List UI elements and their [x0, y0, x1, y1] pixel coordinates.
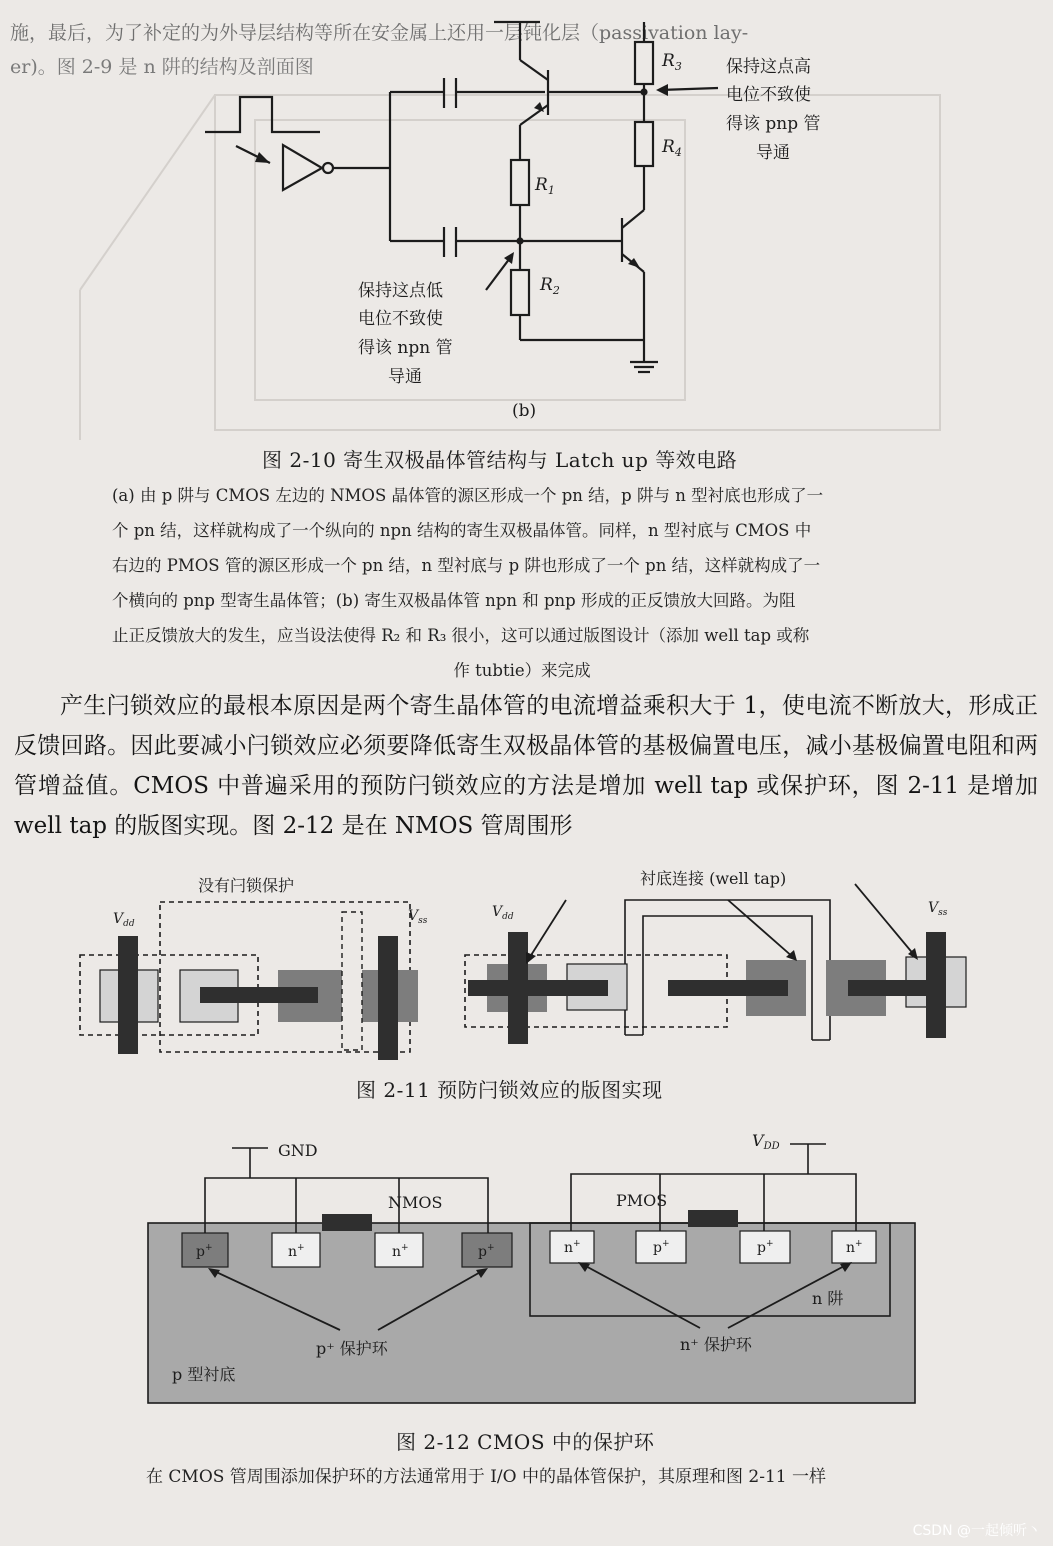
note-pnp-line-1: 保持这点高	[726, 57, 811, 77]
nmos-label: NMOS	[388, 1193, 443, 1212]
svg-text:p+: p+	[478, 1243, 495, 1260]
description-line: 作 tubtie）来完成	[453, 661, 591, 680]
svg-text:Vdd: $V_{dd}$	[492, 904, 514, 922]
n-plus-label: n	[288, 1244, 298, 1260]
note-pnp-line-2: 电位不致使	[726, 85, 811, 105]
svg-text:n+: n+	[392, 1243, 409, 1260]
p-substrate-label: p 型衬底	[172, 1365, 236, 1384]
well-tap-title: 衬底连接 (well tap)	[640, 869, 787, 888]
note-npn-line-1: 保持这点低	[358, 281, 443, 301]
svg-text:p+: p+	[196, 1243, 213, 1260]
svg-text:VDD: VDD	[752, 1131, 780, 1152]
svg-text:n+: n+	[846, 1239, 863, 1256]
pmos-label: PMOS	[616, 1191, 668, 1210]
no-latch-protection-title: 没有闩锁保护	[198, 876, 295, 895]
r3-label: R	[662, 51, 675, 71]
svg-text:Vdd: $V_{dd}$	[113, 911, 135, 929]
figure-2-11-caption: 图 2-11 预防闩锁效应的版图实现	[356, 1078, 663, 1102]
vss-label-right: V	[928, 900, 939, 916]
n-well-label: n 阱	[812, 1289, 844, 1308]
vdd-label-right: V	[492, 904, 503, 920]
description-line: 个横向的 pnp 型寄生晶体管；(b) 寄生双极晶体管 npn 和 pnp 形成的正反馈放大回路。为阻	[112, 591, 796, 610]
svg-text:R4: $R_4$	[662, 137, 682, 159]
note-pnp-line-4: 导通	[756, 143, 790, 163]
figure-2-10-circuit	[0, 0, 1053, 440]
subfigure-label-b: (b)	[512, 401, 537, 421]
svg-text:R3: $R_3$	[662, 51, 682, 73]
body-paragraph: 产生闩锁效应的最根本原因是两个寄生晶体管的电流增益乘积大于 1，使电流不断放大，形成正反馈回路。因此要减小闩锁效应必须要降低寄生双极晶体管的基极偏置电压，减小基极偏置电阻和两管增益值。CMOS 中普遍采用的预防闩锁效应的方法是增加 well tap 或保护环，图 2-11 是增加 well tap 的版图实现。图 2-12 是在 NMOS 管周围形	[14, 693, 1038, 839]
note-npn-line-4: 导通	[388, 367, 422, 387]
figure-2-10-caption: 图 2-10 寄生双极晶体管结构与 Latch up 等效电路	[262, 448, 738, 472]
figure-2-12-cross-section	[0, 1118, 1053, 1458]
r1-label: R	[535, 175, 548, 195]
gnd-label: GND	[278, 1141, 318, 1160]
footnote: 在 CMOS 管周围添加保护环的方法通常用于 I/O 中的晶体管保护，其原理和图 2-11 一样	[146, 1467, 826, 1487]
vdd-label: V	[752, 1131, 764, 1150]
note-pnp-line-3: 得该 pnp 管	[726, 114, 821, 134]
bleed-text-line-1: 施，最后，为了补定的为外导层结构等所在安金属上还用一层钝化层（passivation lay-	[10, 22, 749, 44]
svg-text:Vss: $V_{ss}$	[408, 908, 428, 926]
figure-2-10-description	[112, 478, 932, 688]
n-plus-label: n	[392, 1244, 402, 1260]
vdd-label-left: V	[113, 911, 124, 927]
p-plus-label: p	[196, 1244, 205, 1260]
r4-label: R	[662, 137, 675, 157]
description-line: 个 pn 结，这样就构成了一个纵向的 npn 结构的寄生双极晶体管。同样，n 型衬底与 CMOS 中	[112, 521, 812, 540]
r2-label: R	[540, 275, 553, 295]
n-plus-label: n	[564, 1240, 574, 1256]
svg-text:R1: $R_1$	[535, 175, 555, 197]
bleed-text-line-2: er)。图 2-9 是 n 阱的结构及剖面图	[10, 56, 314, 78]
description-line: 止正反馈放大的发生，应当设法使得 R₂ 和 R₃ 很小，这可以通过版图设计（添加 well tap 或称	[112, 626, 810, 645]
p-guard-ring-label: p⁺ 保护环	[316, 1339, 388, 1358]
figure-2-11-layout	[0, 860, 1053, 1070]
figure-2-12-caption: 图 2-12 CMOS 中的保护环	[396, 1430, 655, 1454]
svg-text:p+: p+	[653, 1239, 670, 1256]
p-plus-label: p	[653, 1240, 662, 1256]
svg-text:n+: n+	[564, 1239, 581, 1256]
description-line: (a) 由 p 阱与 CMOS 左边的 NMOS 晶体管的源区形成一个 pn 结，p 阱与 n 型衬底也形成了一	[112, 486, 824, 505]
svg-text:p+: p+	[757, 1239, 774, 1256]
n-plus-label: n	[846, 1240, 856, 1256]
note-npn-line-2: 电位不致使	[358, 309, 443, 329]
p-plus-label: p	[478, 1244, 487, 1260]
note-npn-line-3: 得该 npn 管	[358, 338, 453, 358]
n-guard-ring-label: n⁺ 保护环	[680, 1335, 752, 1354]
vss-label-left: V	[408, 908, 419, 924]
svg-text:n+: n+	[288, 1243, 305, 1260]
svg-text:R2: $R_2$	[540, 275, 560, 297]
p-plus-label: p	[757, 1240, 766, 1256]
description-line: 右边的 PMOS 管的源区形成一个 pn 结，n 型衬底与 p 阱也形成了一个 pn 结，这样就构成了一	[112, 556, 821, 575]
svg-text:Vss: $V_{ss}$	[928, 900, 948, 918]
csdn-watermark: CSDN @一起倾听丶	[912, 1523, 1041, 1539]
